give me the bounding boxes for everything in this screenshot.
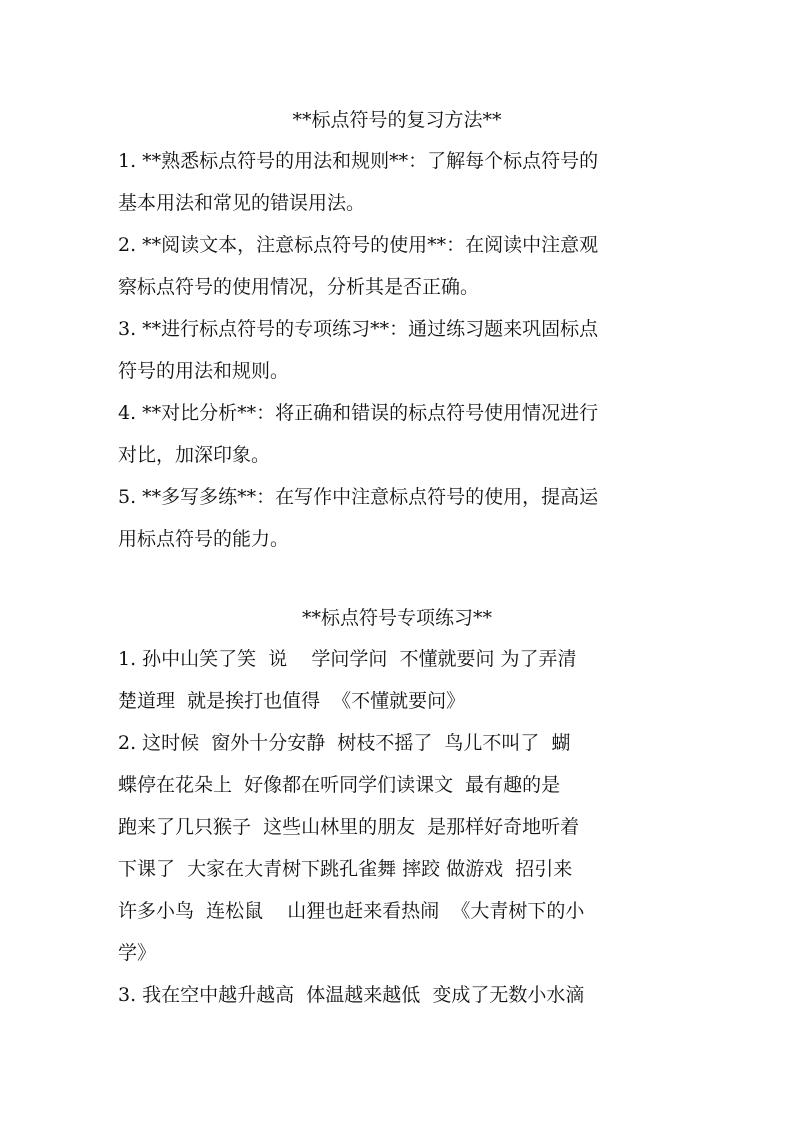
exercise-line: 楚道理 就是挨打也值得 《不懂就要问》 (118, 690, 466, 712)
exercise-line: 许多小鸟 连松鼠 山狸也赶来看热闹 《大青树下的小 (118, 900, 585, 922)
text-line: 3. **进行标点符号的专项练习**：通过练习题来巩固标点 (118, 318, 599, 340)
text-line: 对比，加深印象。 (118, 444, 271, 466)
exercise-line: 下课了 大家在大青树下跳孔雀舞 摔跤 做游戏 招引来 (118, 858, 573, 880)
exercise-line: 蝶停在花朵上 好像都在听同学们读课文 最有趣的是 (118, 774, 561, 796)
exercise-line: 跑来了几只猴子 这些山林里的朋友 是那样好奇地听着 (118, 816, 580, 838)
section-title-practice: **标点符号专项练习** (301, 607, 492, 629)
exercise-line: 2. 这时候 窗外十分安静 树枝不摇了 鸟儿不叫了 蝴 (118, 732, 571, 754)
section-title-review-methods: **标点符号的复习方法** (292, 109, 502, 131)
exercise-line: 学》 (118, 942, 157, 964)
text-line: 2. **阅读文本，注意标点符号的使用**：在阅读中注意观 (118, 234, 599, 256)
text-line: 基本用法和常见的错误用法。 (118, 192, 366, 214)
text-line: 1. **熟悉标点符号的用法和规则**：了解每个标点符号的 (118, 150, 599, 172)
text-line: 察标点符号的使用情况，分析其是否正确。 (118, 276, 480, 298)
exercise-line: 3. 我在空中越升越高 体温越来越低 变成了无数小水滴 (118, 984, 585, 1006)
text-line: 4. **对比分析**：将正确和错误的标点符号使用情况进行 (118, 402, 599, 424)
text-line: 用标点符号的能力。 (118, 528, 290, 550)
exercise-line: 1. 孙中山笑了笑 说 学问学问 不懂就要问 为了弄清 (118, 648, 577, 670)
text-line: 5. **多写多练**：在写作中注意标点符号的使用，提高运 (118, 486, 599, 508)
text-line: 符号的用法和规则。 (118, 360, 290, 382)
